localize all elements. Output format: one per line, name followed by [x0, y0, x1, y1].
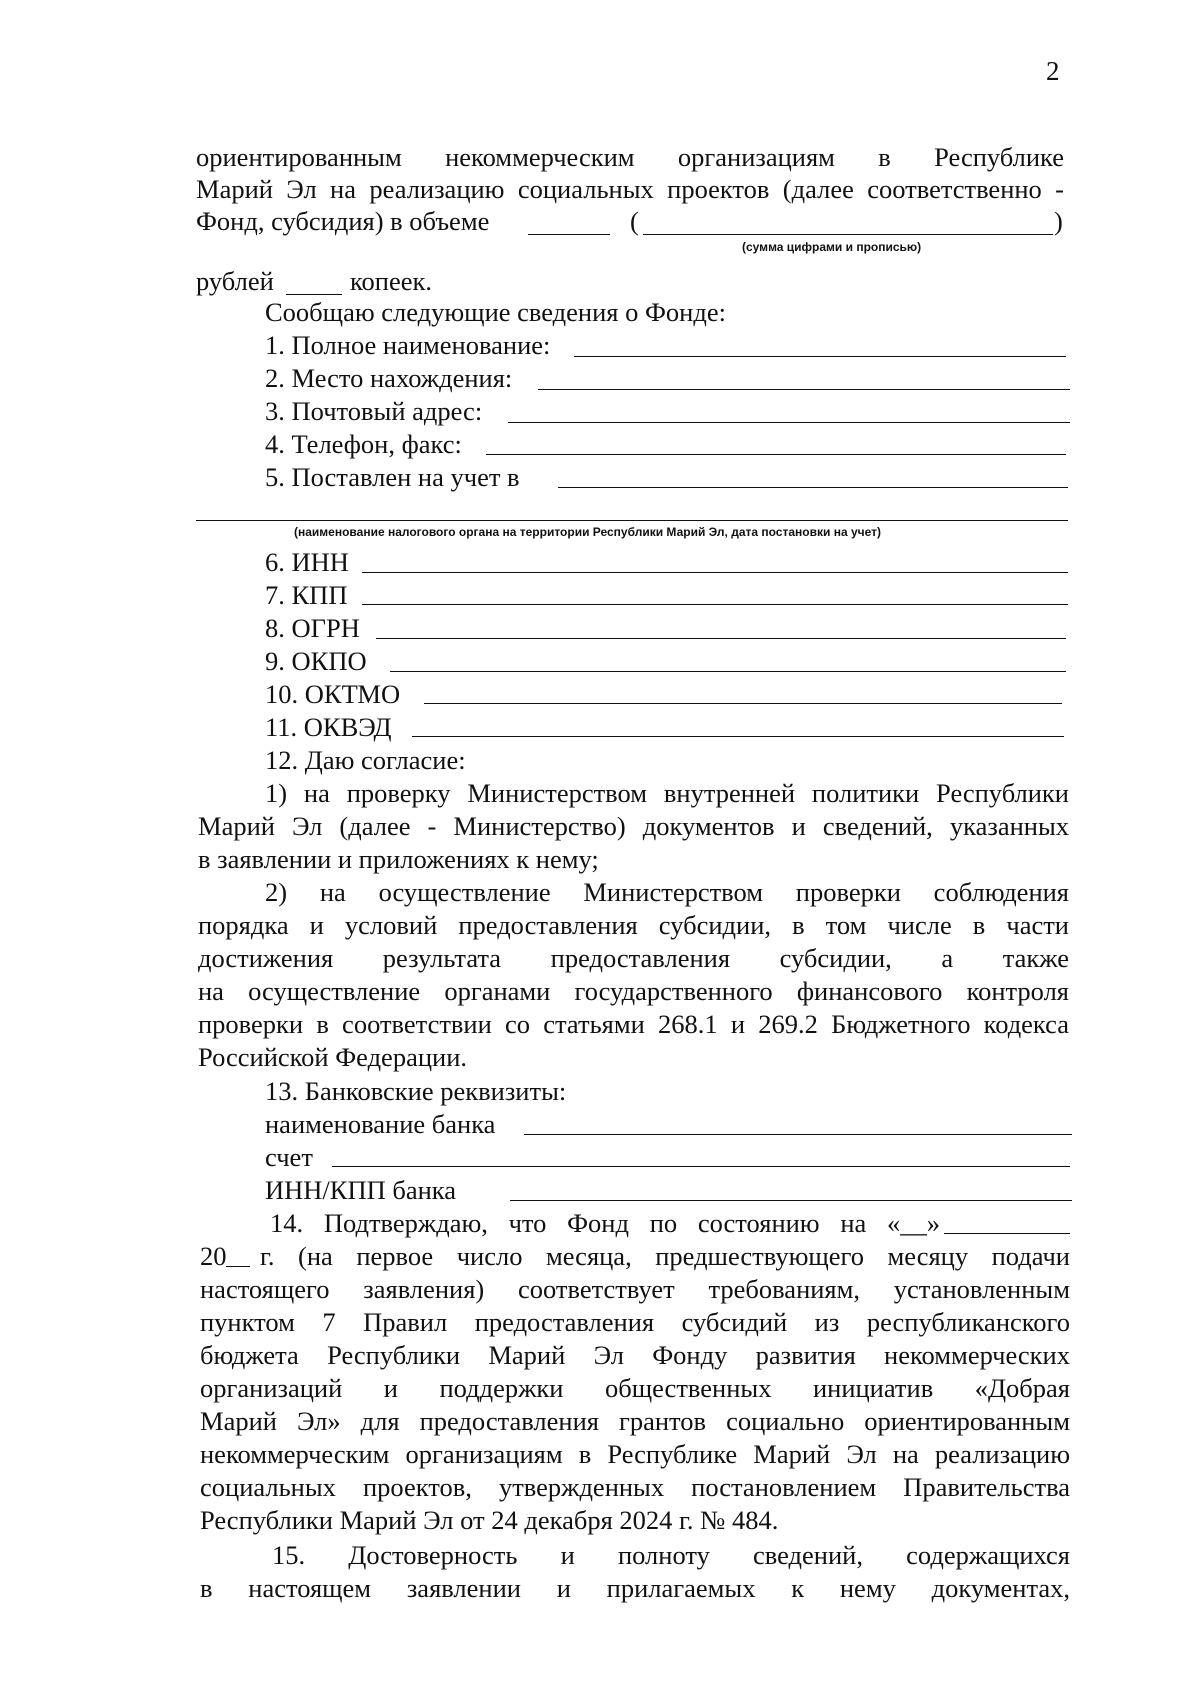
consent-line-9: Российской Федерации.: [198, 1042, 467, 1072]
consent-line-8: проверки в соответствии со статьями 268.1 и 269.2 Бюджетного кодекса: [198, 1009, 1069, 1039]
confirm-line-7: социальных проектов, утвержденных постановлением Правительства: [200, 1472, 1070, 1502]
kopecks-blank: [286, 294, 342, 295]
amount-blank-short: [528, 234, 610, 235]
full-name-blank: [574, 356, 1066, 357]
fund-heading: Сообщаю следующие сведения о Фонде:: [265, 297, 726, 327]
confirm-line-4: организаций и поддержки общественных инициатив «Добрая: [200, 1373, 1070, 1403]
kopecks-label: копеек.: [350, 266, 432, 296]
confirm-line-2: пунктом 7 Правил предоставления субсидий из республиканского: [200, 1307, 1070, 1337]
confirm-line-6: некоммерческим организациям в Республике Марий Эл на реализацию: [200, 1439, 1070, 1469]
amount-hint: (сумма цифрами и прописью): [742, 240, 922, 254]
tax-authority-hint: (наименование налогового органа на территории Республики Марий Эл, дата постановки на учет): [294, 525, 881, 539]
bank-name-label: наименование банка: [265, 1109, 496, 1139]
intro-line-1: ориентированным некоммерческим организациям в Республике: [196, 142, 1064, 172]
ogrn-blank: [376, 638, 1066, 639]
confirm-year-prefix: 20: [200, 1241, 227, 1271]
intro-line-2: Марий Эл на реализацию социальных проектов (далее соответственно -: [196, 174, 1064, 204]
code-okved: 11. ОКВЭД: [265, 712, 392, 742]
registered-blank: [558, 487, 1068, 488]
bank-heading: 13. Банковские реквизиты:: [265, 1076, 567, 1106]
fund-item-phone-fax: 4. Телефон, факс:: [265, 429, 462, 459]
code-oktmo: 10. ОКТМО: [265, 679, 401, 709]
code-ogrn: 8. ОГРН: [265, 613, 360, 643]
code-okpo: 9. ОКПО: [265, 646, 367, 676]
okved-blank: [412, 736, 1064, 737]
kpp-blank: [362, 604, 1068, 605]
amount-close-paren: ): [1054, 206, 1063, 236]
consent-line-7: на осуществление органами государственного финансового контроля: [198, 976, 1069, 1006]
bank-inn-kpp-label: ИНН/КПП банка: [265, 1175, 457, 1205]
consent-line-1: 1) на проверку Министерством внутренней политики Республики: [265, 778, 1069, 808]
confirm-first-line: 14. Подтверждаю, что Фонд по состоянию на «__»: [270, 1208, 940, 1238]
phone-fax-blank: [486, 454, 1066, 455]
bank-account-label: счет: [265, 1142, 313, 1172]
confirm-line-5: Марий Эл» для предоставления грантов социально ориентированным: [200, 1406, 1070, 1436]
reliability-line-1: 15. Достоверность и полноту сведений, содержащихся: [272, 1540, 1070, 1570]
code-inn: 6. ИНН: [265, 547, 349, 577]
amount-open-paren: (: [630, 206, 639, 236]
consent-line-4: 2) на осуществление Министерством проверки соблюдения: [265, 877, 1069, 907]
consent-line-2: Марий Эл (далее - Министерство) документов и сведений, указанных: [198, 811, 1069, 841]
rubles-label: рублей: [196, 266, 274, 296]
consent-line-5: порядка и условий предоставления субсидии, в том числе в части: [198, 910, 1069, 940]
intro-line-3: Фонд, субсидия) в объеме: [196, 206, 490, 236]
confirm-year-rest: г. (на первое число месяца, предшествующего месяцу подачи: [260, 1241, 1070, 1271]
confirm-line-1: настоящего заявления) соответствует требованиям, установленным: [200, 1274, 1070, 1304]
fund-item-postal-address: 3. Почтовый адрес:: [265, 396, 483, 426]
bank-inn-kpp-blank: [510, 1200, 1072, 1201]
oktmo-blank: [424, 703, 1062, 704]
fund-item-location: 2. Место нахождения:: [265, 363, 513, 393]
location-blank: [538, 389, 1070, 390]
consent-line-6: достижения результата предоставления субсидии, а также: [198, 943, 1069, 973]
postal-address-blank: [508, 422, 1070, 423]
confirm-date-blank: [944, 1233, 1070, 1234]
okpo-blank: [390, 671, 1066, 672]
confirm-line-8: Республики Марий Эл от 24 декабря 2024 г. № 484.: [200, 1505, 779, 1535]
consent-line-3: в заявлении и приложениях к нему;: [198, 844, 599, 874]
confirm-year-blank: [226, 1266, 250, 1267]
code-kpp: 7. КПП: [265, 580, 348, 610]
amount-blank-long: [643, 234, 1053, 235]
bank-account-blank: [332, 1166, 1070, 1167]
inn-blank: [362, 572, 1068, 573]
confirm-line-3: бюджета Республики Марий Эл Фонду развития некоммерческих: [200, 1340, 1070, 1370]
tax-authority-blank: [196, 520, 1068, 521]
page-number: 2: [1046, 56, 1060, 86]
fund-item-full-name: 1. Полное наименование:: [265, 330, 551, 360]
consent-heading: 12. Даю согласие:: [265, 745, 466, 775]
fund-item-registered: 5. Поставлен на учет в: [265, 462, 520, 492]
bank-name-blank: [524, 1134, 1072, 1135]
reliability-line-2: в настоящем заявлении и прилагаемых к нему документах,: [200, 1573, 1070, 1603]
